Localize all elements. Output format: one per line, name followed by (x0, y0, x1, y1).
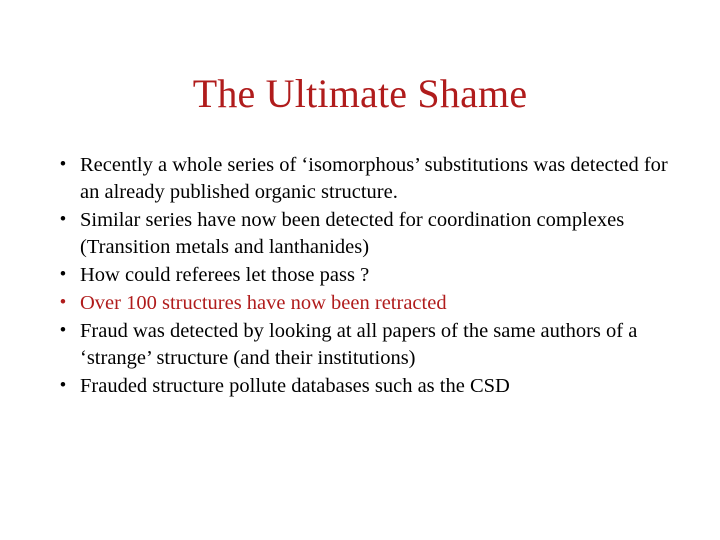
list-item (46, 207, 678, 261)
list-item-label: Similar series have now been detected for coordination complexes (Transition metals and lanthanides) (80, 209, 625, 259)
list-item (46, 373, 678, 400)
bullet-marker-icon: • (59, 375, 67, 397)
list-item-highlighted (46, 290, 678, 317)
list-item (46, 262, 678, 289)
list-item (46, 152, 678, 206)
bullet-marker-icon: • (59, 320, 67, 342)
bullet-marker-icon: • (59, 264, 67, 286)
list-item (46, 318, 678, 372)
bullet-marker-icon: • (59, 292, 67, 314)
page-title: The Ultimate Shame (192, 71, 528, 116)
bullet-marker-icon: • (59, 154, 67, 175)
list-item-label: Over 100 structures have now been retracted (80, 292, 447, 315)
bullet-marker-icon: • (59, 209, 67, 231)
list-item-label: Recently a whole series of ‘isomorphous’ substitutions was detected for an already published organic structure. (80, 154, 668, 204)
list-item-label: Fraud was detected by looking at all papers of the same authors of a ‘strange’ structure (and their institutions) (80, 320, 638, 370)
list-item-label: How could referees let those pass ? (80, 264, 370, 287)
list-item-label: Frauded structure pollute databases such as the CSD (80, 375, 510, 398)
bullet-list (46, 152, 678, 401)
